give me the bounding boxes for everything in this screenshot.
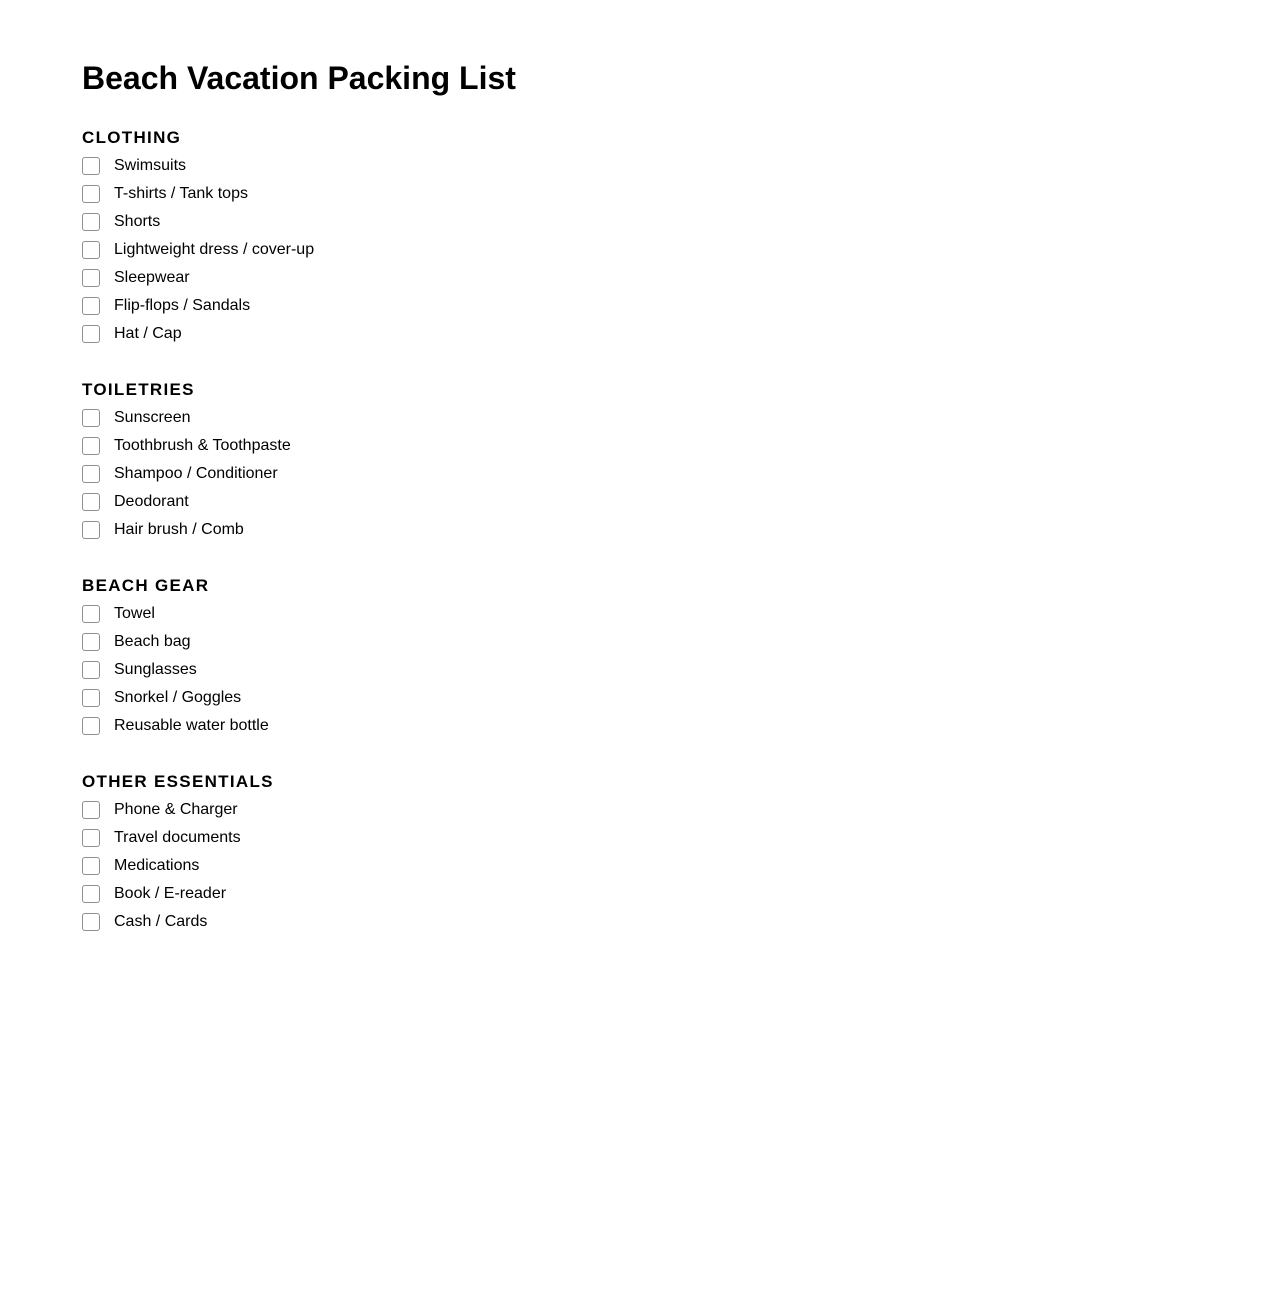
checklist-clothing [82, 152, 1182, 348]
section-other-essentials [82, 772, 1182, 936]
section-title-beach-gear: BEACH GEAR [82, 576, 210, 595]
checkbox[interactable] [82, 521, 100, 539]
checklist-item[interactable] [82, 292, 1182, 320]
checklist-item[interactable] [82, 852, 1182, 880]
checklist-item[interactable] [82, 152, 1182, 180]
item-label: Towel [114, 605, 155, 622]
checklist-item[interactable] [82, 684, 1182, 712]
checklist-item[interactable] [82, 460, 1182, 488]
checklist-item[interactable] [82, 432, 1182, 460]
checklist-item[interactable] [82, 236, 1182, 264]
item-label: Shorts [114, 213, 161, 230]
section-title-toiletries: TOILETRIES [82, 380, 195, 399]
item-label: Swimsuits [114, 157, 187, 174]
section-title-clothing: CLOTHING [82, 128, 182, 147]
section-clothing [82, 128, 1182, 348]
checklist-item[interactable] [82, 320, 1182, 348]
item-label: Book / E-reader [114, 885, 227, 902]
checklist-item[interactable] [82, 824, 1182, 852]
section-beach-gear [82, 576, 1182, 740]
checklist-toiletries [82, 404, 1182, 544]
checklist-item[interactable] [82, 880, 1182, 908]
item-label: Lightweight dress / cover-up [114, 241, 315, 258]
item-label: T-shirts / Tank tops [114, 185, 248, 202]
checkbox[interactable] [82, 829, 100, 847]
item-label: Sleepwear [114, 269, 190, 286]
section-toiletries [82, 380, 1182, 544]
checkbox[interactable] [82, 185, 100, 203]
checkbox[interactable] [82, 465, 100, 483]
checklist-item[interactable] [82, 908, 1182, 936]
item-label: Shampoo / Conditioner [114, 465, 278, 482]
checklist-other-essentials [82, 796, 1182, 936]
checklist-item[interactable] [82, 600, 1182, 628]
item-label: Toothbrush & Toothpaste [114, 437, 291, 454]
checklist-item[interactable] [82, 516, 1182, 544]
checkbox[interactable] [82, 437, 100, 455]
checklist-item[interactable] [82, 796, 1182, 824]
item-label: Sunscreen [114, 409, 191, 426]
checkbox[interactable] [82, 857, 100, 875]
item-label: Flip-flops / Sandals [114, 297, 251, 314]
item-label: Reusable water bottle [114, 717, 269, 734]
item-label: Beach bag [114, 633, 191, 650]
checkbox[interactable] [82, 241, 100, 259]
checkbox[interactable] [82, 409, 100, 427]
checkbox[interactable] [82, 605, 100, 623]
checkbox[interactable] [82, 633, 100, 651]
checkbox[interactable] [82, 325, 100, 343]
checklist-item[interactable] [82, 712, 1182, 740]
packing-list-page [82, 58, 1182, 936]
checklist-item[interactable] [82, 404, 1182, 432]
checkbox[interactable] [82, 157, 100, 175]
item-label: Hat / Cap [114, 325, 182, 342]
item-label: Sunglasses [114, 661, 197, 678]
item-label: Deodorant [114, 493, 189, 510]
checkbox[interactable] [82, 689, 100, 707]
checklist-item[interactable] [82, 656, 1182, 684]
checkbox[interactable] [82, 717, 100, 735]
checkbox[interactable] [82, 801, 100, 819]
checkbox[interactable] [82, 661, 100, 679]
item-label: Hair brush / Comb [114, 521, 244, 538]
checklist-item[interactable] [82, 628, 1182, 656]
item-label: Phone & Charger [114, 801, 238, 818]
checkbox[interactable] [82, 213, 100, 231]
checkbox[interactable] [82, 269, 100, 287]
checkbox[interactable] [82, 913, 100, 931]
checklist-item[interactable] [82, 208, 1182, 236]
checkbox[interactable] [82, 493, 100, 511]
item-label: Snorkel / Goggles [114, 689, 242, 706]
checklist-beach-gear [82, 600, 1182, 740]
section-title-other-essentials: OTHER ESSENTIALS [82, 772, 274, 791]
checklist-item[interactable] [82, 180, 1182, 208]
page-title: Beach Vacation Packing List [82, 60, 516, 96]
checkbox[interactable] [82, 885, 100, 903]
item-label: Medications [114, 857, 200, 874]
item-label: Cash / Cards [114, 913, 208, 930]
item-label: Travel documents [114, 829, 241, 846]
checklist-item[interactable] [82, 264, 1182, 292]
checklist-item[interactable] [82, 488, 1182, 516]
checkbox[interactable] [82, 297, 100, 315]
